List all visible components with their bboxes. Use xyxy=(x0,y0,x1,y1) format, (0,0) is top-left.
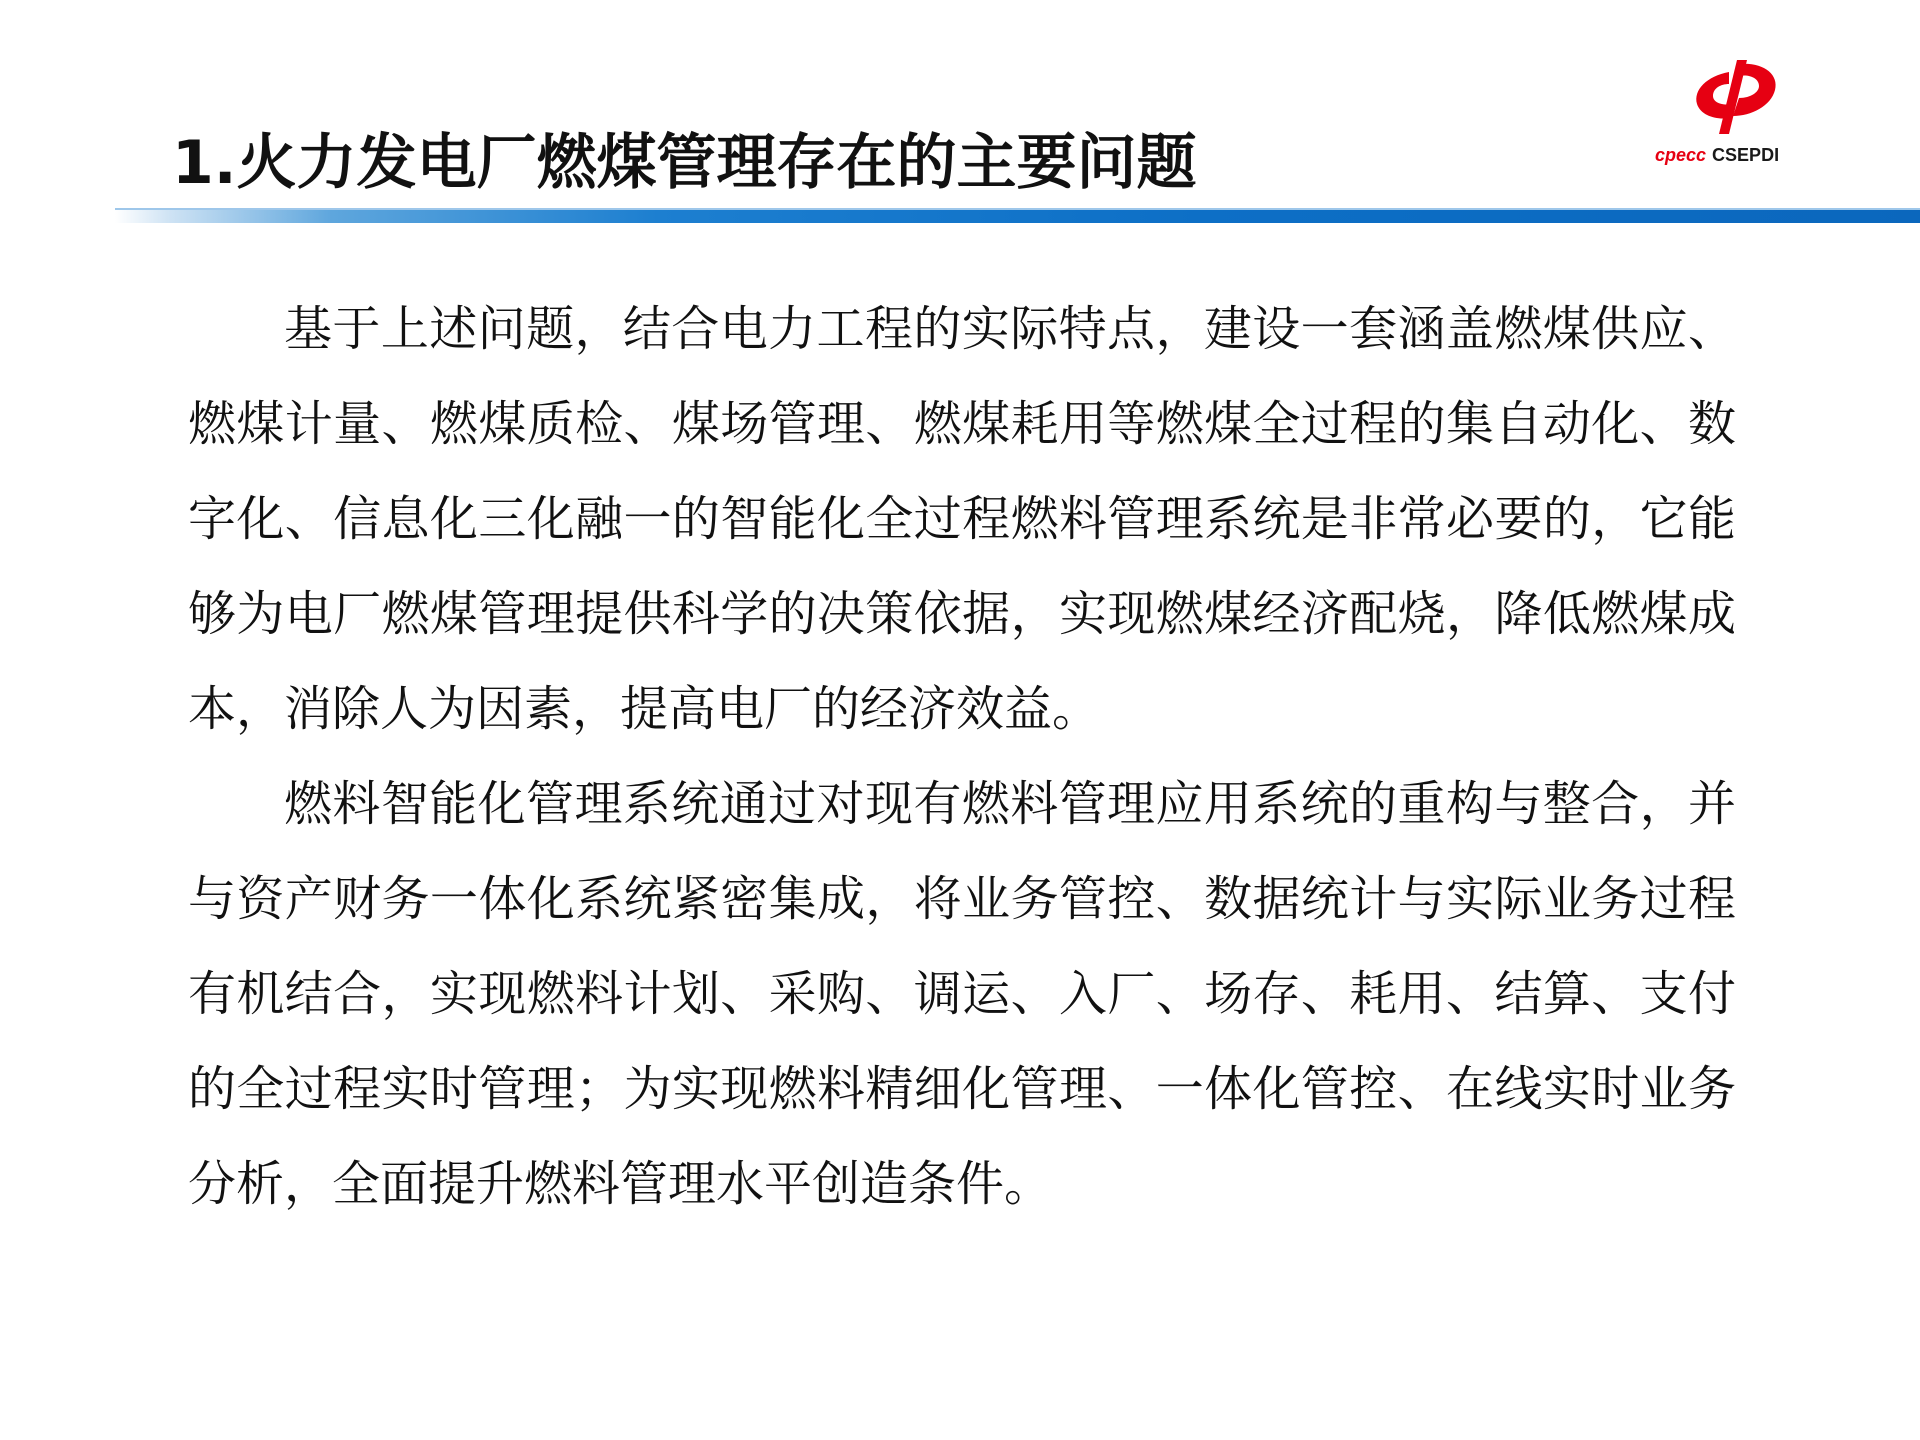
title-underline-bar xyxy=(115,208,1920,223)
logo-cpecc-text: cpecc xyxy=(1655,145,1707,165)
slide-body xyxy=(188,282,1736,1232)
cpecc-emblem-icon xyxy=(1689,58,1781,136)
slide-title: 1.火力发电厂燃煤管理存在的主要问题 xyxy=(172,128,1197,198)
body-paragraph-1: 基于上述问题，结合电力工程的实际特点，建设一套涵盖燃煤供应、燃煤计量、燃煤质检、煤场管理、燃煤耗用等燃煤全过程的集自动化、数字化、信息化三化融一的智能化全过程燃料管理系统是非常必要的，它能够为电厂燃煤管理提供科学的决策依据，实现燃煤经济配烧，降低燃煤成本，消除人为因素，提高电厂的经济效益。 xyxy=(188,301,1736,737)
company-logo xyxy=(1655,58,1815,168)
body-paragraph-2: 燃料智能化管理系统通过对现有燃料管理应用系统的重构与整合，并与资产财务一体化系统紧密集成，将业务管控、数据统计与实际业务过程有机结合，实现燃料计划、采购、调运、入厂、场存、耗用、结算、支付的全过程实时管理；为实现燃料精细化管理、一体化管控、在线实时业务分析，全面提升燃料管理水平创造条件。 xyxy=(188,776,1736,1212)
logo-wordmark xyxy=(1655,144,1815,166)
logo-csepdi-text: CSEPDI xyxy=(1712,145,1780,165)
